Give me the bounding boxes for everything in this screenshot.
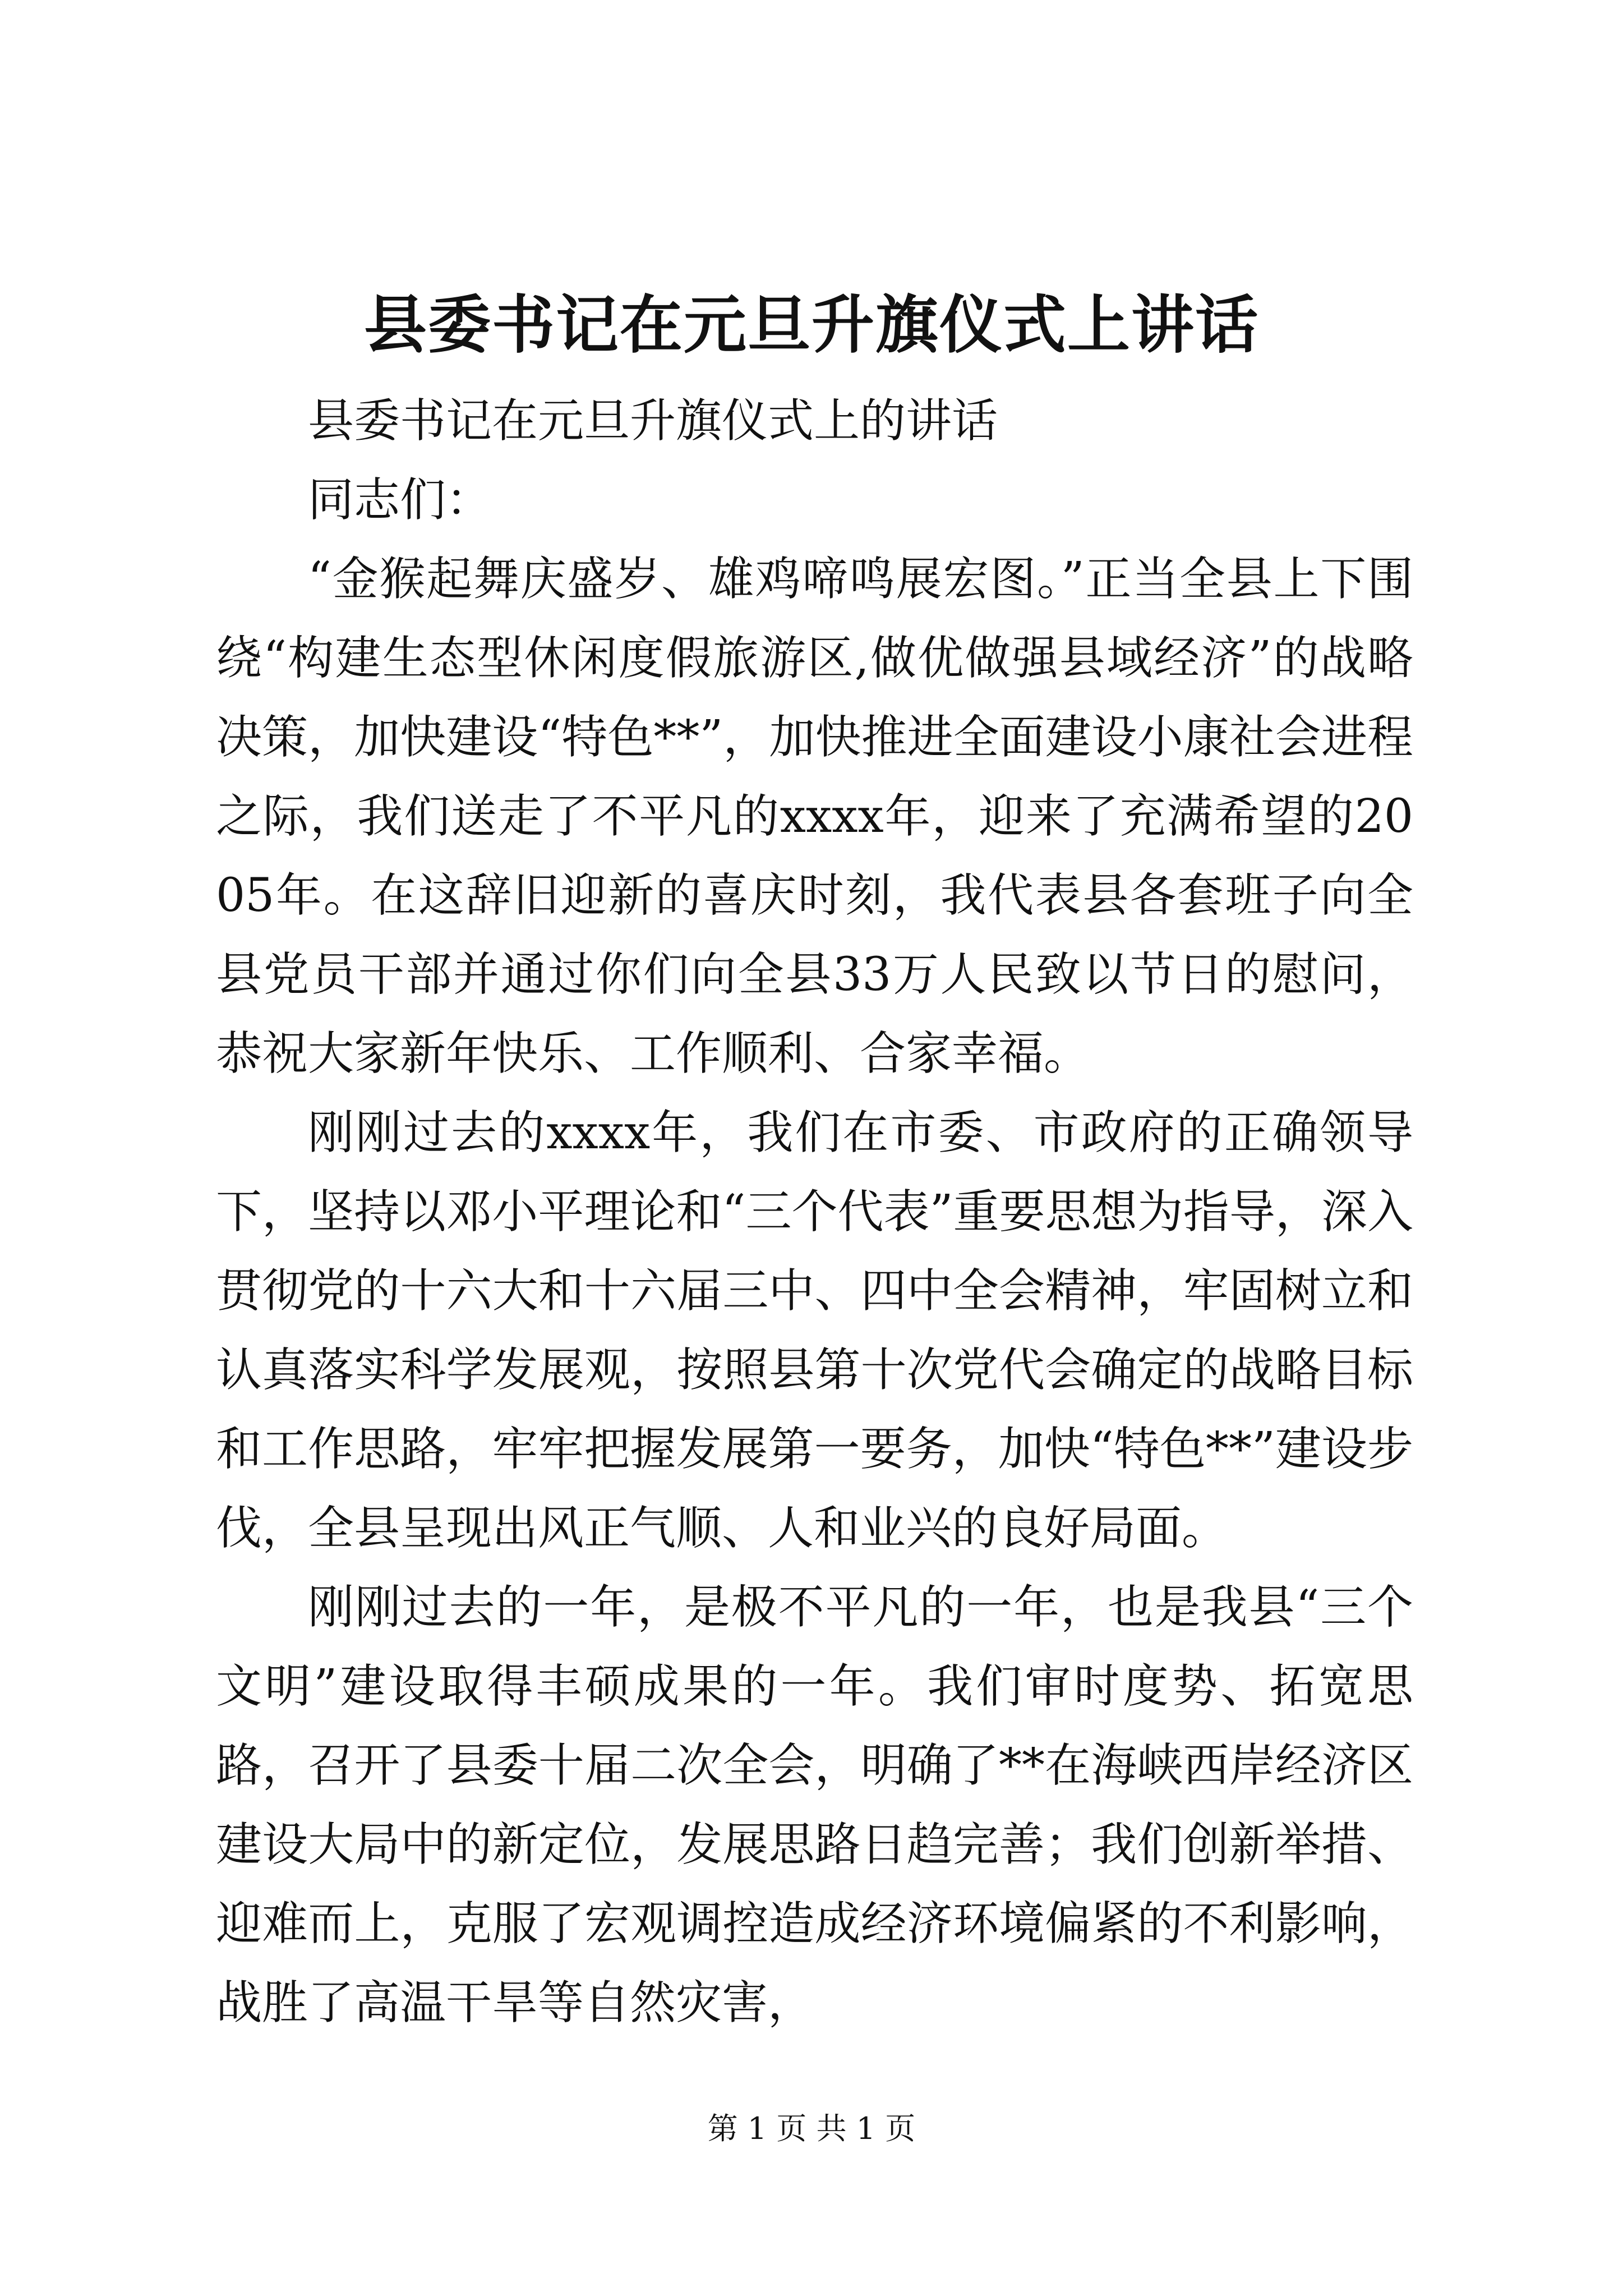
page-footer: 第 1 页 共 1 页 — [707, 2111, 916, 2146]
document-body — [216, 381, 1413, 2042]
salutation-paragraph: 同志们： — [308, 473, 492, 527]
body-paragraph: 刚刚过去的一年，是极不平凡的一年，也是我县“三个文明”建设取得丰硕成果的一年。我们审时度势、拓宽思路，召开了县委十届二次全会，明确了**在海峡西岸经济区建设大局中的新定位，发展思路日趋完善；我们创新举措、迎难而上，克服了宏观调控造成经济环境偏紧的不利影响，战胜了高温干旱等自然灾害， — [216, 1581, 1413, 2030]
subtitle-paragraph: 县委书记在元旦升旗仪式上的讲话 — [308, 394, 998, 448]
body-paragraph: “金猴起舞庆盛岁、雄鸡啼鸣展宏图。”正当全县上下围绕“构建生态型休闲度假旅游区,做优做强县域经济”的战略决策，加快建设“特色**”，加快推进全面建设小康社会进程之际，我们送走了不平凡的xxxx年，迎来了充满希望的2005年。在这辞旧迎新的喜庆时刻，我代表县各套班子向全县党员干部并通过你们向全县33万人民致以节日的慰问，恭祝大家新年快乐、工作顺利、合家幸福。 — [216, 553, 1413, 1080]
body-paragraph: 刚刚过去的xxxx年，我们在市委、市政府的正确领导下，坚持以邓小平理论和“三个代表”重要思想为指导，深入贯彻党的十六大和十六届三中、四中全会精神，牢固树立和认真落实科学发展观，按照县第十次党代会确定的战略目标和工作思路，牢牢把握发展第一要务，加快“特色**”建设步伐，全县呈现出风正气顺、人和业兴的良好局面。 — [216, 1106, 1413, 1555]
document-title: 县委书记在元旦升旗仪式上讲话 — [364, 288, 1259, 362]
